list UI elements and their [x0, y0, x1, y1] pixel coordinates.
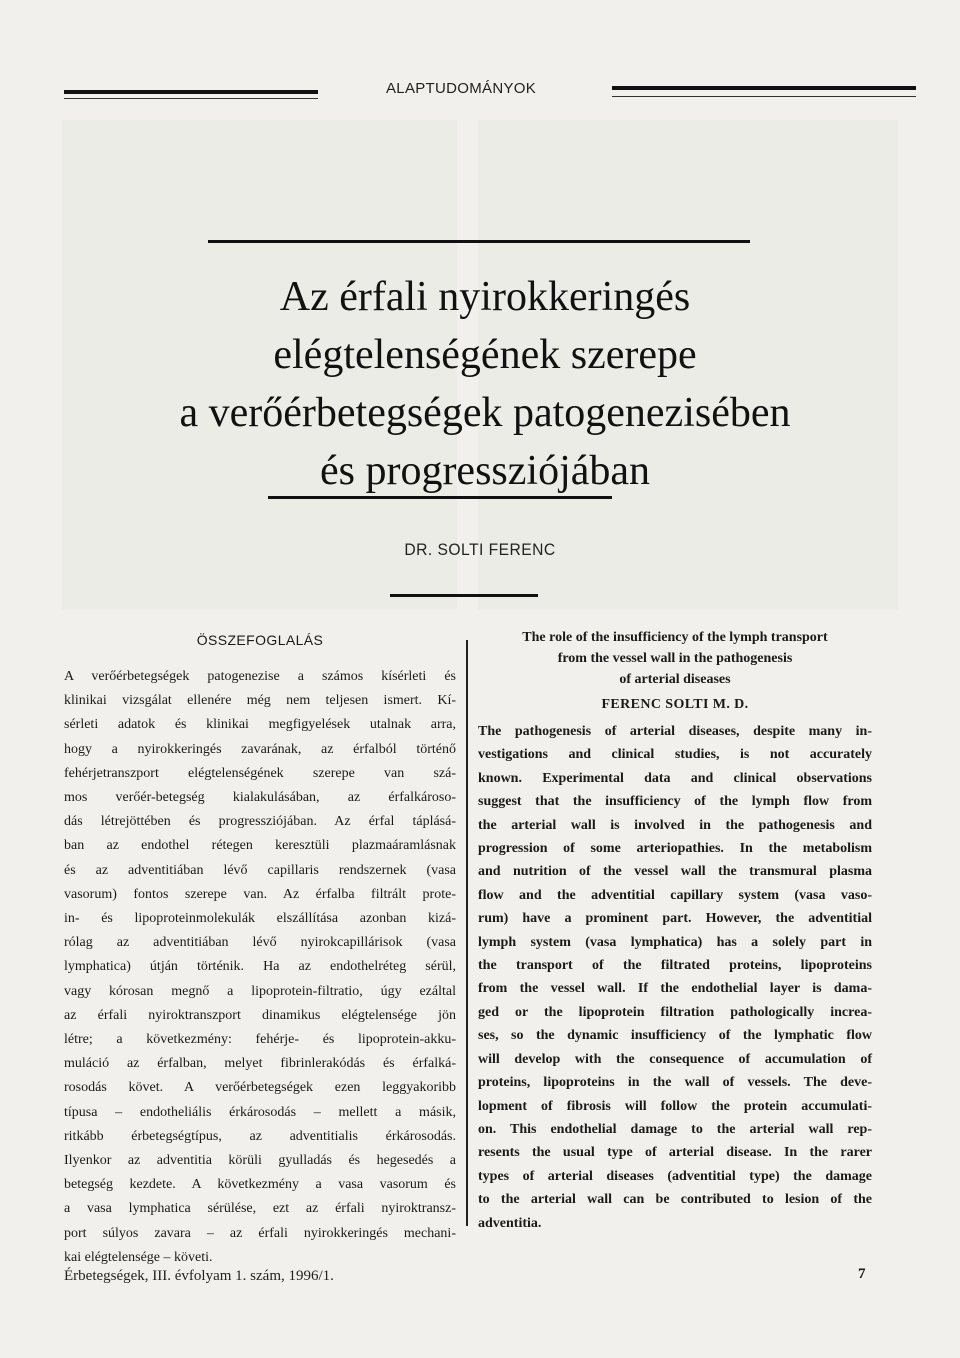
- text-line: klinikai vizsgálat ellenére még nem teljesen ismert. Kí-: [64, 693, 456, 709]
- text-line: the arterial wall is involved in the pathogenesis and: [478, 817, 872, 833]
- title-line: elégtelenségének szerepe: [273, 332, 697, 378]
- text-line: in- és lipoproteinmolekulák elszállítása azonban kizá-: [64, 911, 456, 927]
- text-line: dás létrejöttében és progressziójában. Az érfal táplásá-: [64, 814, 456, 830]
- english-author: FERENC SOLTI M. D.: [601, 697, 749, 712]
- author-name: DR. SOLTI FERENC: [404, 540, 556, 559]
- text-line: muláció az érfalban, melyet fibrinlerakódás és érfalká-: [64, 1056, 456, 1072]
- header-rule-right: [612, 86, 916, 90]
- header-rule-left: [64, 90, 318, 94]
- text-line: port súlyos zavara – az érfali nyirokkeringés mechani-: [64, 1225, 456, 1241]
- section-label: ALAPTUDOMÁNYOK: [386, 80, 537, 97]
- text-line: fehérjetranszport elégtelenségének szerepe van szá-: [64, 765, 456, 781]
- abstract-body-en: [478, 720, 872, 1235]
- text-line: sérleti adatok és klinikai megfigyelések utalnak arra,: [64, 717, 456, 733]
- title-top-rule: [208, 240, 750, 243]
- text-line: rólag az adventitiában lévő nyirokcapillárisok (vasa: [64, 935, 456, 951]
- text-line: lymph system (vasa lymphatica) has a solely part in: [478, 934, 872, 950]
- text-line: mos verőér-betegség kialakulásában, az érfalkároso-: [64, 790, 456, 806]
- text-line: ged or the lipoprotein filtration pathologically increa-: [478, 1004, 872, 1020]
- text-line: lymphatica) útján történik. Ha az endothelréteg sérül,: [64, 959, 456, 975]
- text-line: az érfali nyiroktranszport dinamikus elégtelensége jön: [64, 1007, 456, 1023]
- text-line: vagy kórosan megnő a lipoprotein-filtratio, úgy ezáltal: [64, 983, 456, 999]
- text-line: és az adventitiában lévő capillaris rendszernek (vasa: [64, 862, 456, 878]
- hungarian-abstract: [64, 632, 456, 1270]
- text-line: adventitia.: [478, 1215, 542, 1231]
- title-bottom-rule: [268, 496, 612, 499]
- text-line: proteins, lipoproteins in the wall of vessels. The deve-: [478, 1075, 872, 1091]
- text-line: ban az endothel rétegen keresztüli plazmaáramlásnak: [64, 838, 456, 854]
- text-line: flow and the adventitial capillary system (vasa vaso-: [478, 887, 872, 903]
- author-rule: [390, 594, 538, 597]
- text-line: Ilyenkor az adventitia körüli gyulladás és hegesedés a: [64, 1153, 456, 1169]
- text-line: resents the usual type of arterial disease. In the rarer: [478, 1145, 872, 1161]
- column-divider: [466, 640, 468, 1226]
- text-line: the transport of the filtrated proteins, lipoproteins: [478, 958, 872, 974]
- page-number: 7: [858, 1266, 866, 1282]
- text-line: from the vessel wall. If the endothelial layer is dama-: [478, 981, 872, 997]
- text-line: on. This endothelial damage to the arterial wall rep-: [478, 1121, 872, 1137]
- text-line: lopment of fibrosis will follow the protein accumulati-: [478, 1098, 872, 1114]
- text-line: vasorum) fontos szerepe van. Az érfalba filtrált prote-: [64, 886, 456, 902]
- text-line: to the arterial wall can be contributed to lesion of the: [478, 1192, 872, 1208]
- text-line: vestigations and clinical studies, is not accurately: [478, 747, 872, 763]
- text-line: ses, so the dynamic insufficiency of the lymphatic flow: [478, 1028, 872, 1044]
- english-title-line: The role of the insufficiency of the lymph transport: [522, 630, 828, 645]
- text-line: betegség kezdete. A következmény a vasa vasorum és: [64, 1177, 456, 1193]
- text-line: types of arterial diseases (adventitial type) the damage: [478, 1168, 872, 1184]
- english-title-line: from the vessel wall in the pathogenesis: [557, 651, 793, 666]
- text-line: kai elégtelensége – követi.: [64, 1249, 213, 1265]
- text-line: hogy a nyirokkeringés zavarának, az érfalból történő: [64, 741, 456, 757]
- text-line: will develop with the consequence of accumulation of: [478, 1051, 872, 1067]
- text-line: a vasa lymphatica sérülése, ezt az érfali nyiroktransz-: [64, 1201, 456, 1217]
- english-title: [478, 627, 872, 690]
- title-line: a verőérbetegségek patogenezisében: [179, 390, 791, 436]
- text-line: rosodás követ. A verőérbetegségek ezen leggyakoribb: [64, 1080, 456, 1096]
- text-line: ritkább érbetegségtípus, az adventitialis érkárosodás.: [64, 1128, 456, 1144]
- text-line: rum) have a prominent part. However, the adventitial: [478, 911, 872, 927]
- text-line: The pathogenesis of arterial diseases, despite many in-: [478, 724, 872, 739]
- text-line: A verőérbetegségek patogenezise a számos kísérleti és: [64, 669, 456, 684]
- abstract-heading: ÖSSZEFOGLALÁS: [196, 632, 324, 648]
- text-line: suggest that the insufficiency of the lymph flow from: [478, 794, 872, 810]
- text-line: and nutrition of the vessel wall the transmural plasma: [478, 864, 872, 880]
- abstract-body-hu: [64, 665, 456, 1270]
- journal-citation: Érbetegségek, III. évfolyam 1. szám, 1996/1.: [64, 1268, 334, 1284]
- header-rule-right-thin: [612, 96, 916, 97]
- english-abstract: [478, 627, 872, 1235]
- english-title-line: of arterial diseases: [619, 672, 731, 687]
- text-line: known. Experimental data and clinical observations: [478, 770, 872, 786]
- text-line: progression of some arteriopathies. In the metabolism: [478, 841, 872, 857]
- text-line: létre; a következmény: fehérje- és lipoprotein-akku-: [64, 1032, 456, 1048]
- text-line: típusa – endotheliális érkárosodás – mellett a másik,: [64, 1104, 456, 1120]
- title-line: és progressziójában: [319, 448, 651, 494]
- header-rule-left-thin: [64, 98, 318, 99]
- title-line: Az érfali nyirokkeringés: [279, 274, 691, 320]
- article-title: [90, 268, 880, 500]
